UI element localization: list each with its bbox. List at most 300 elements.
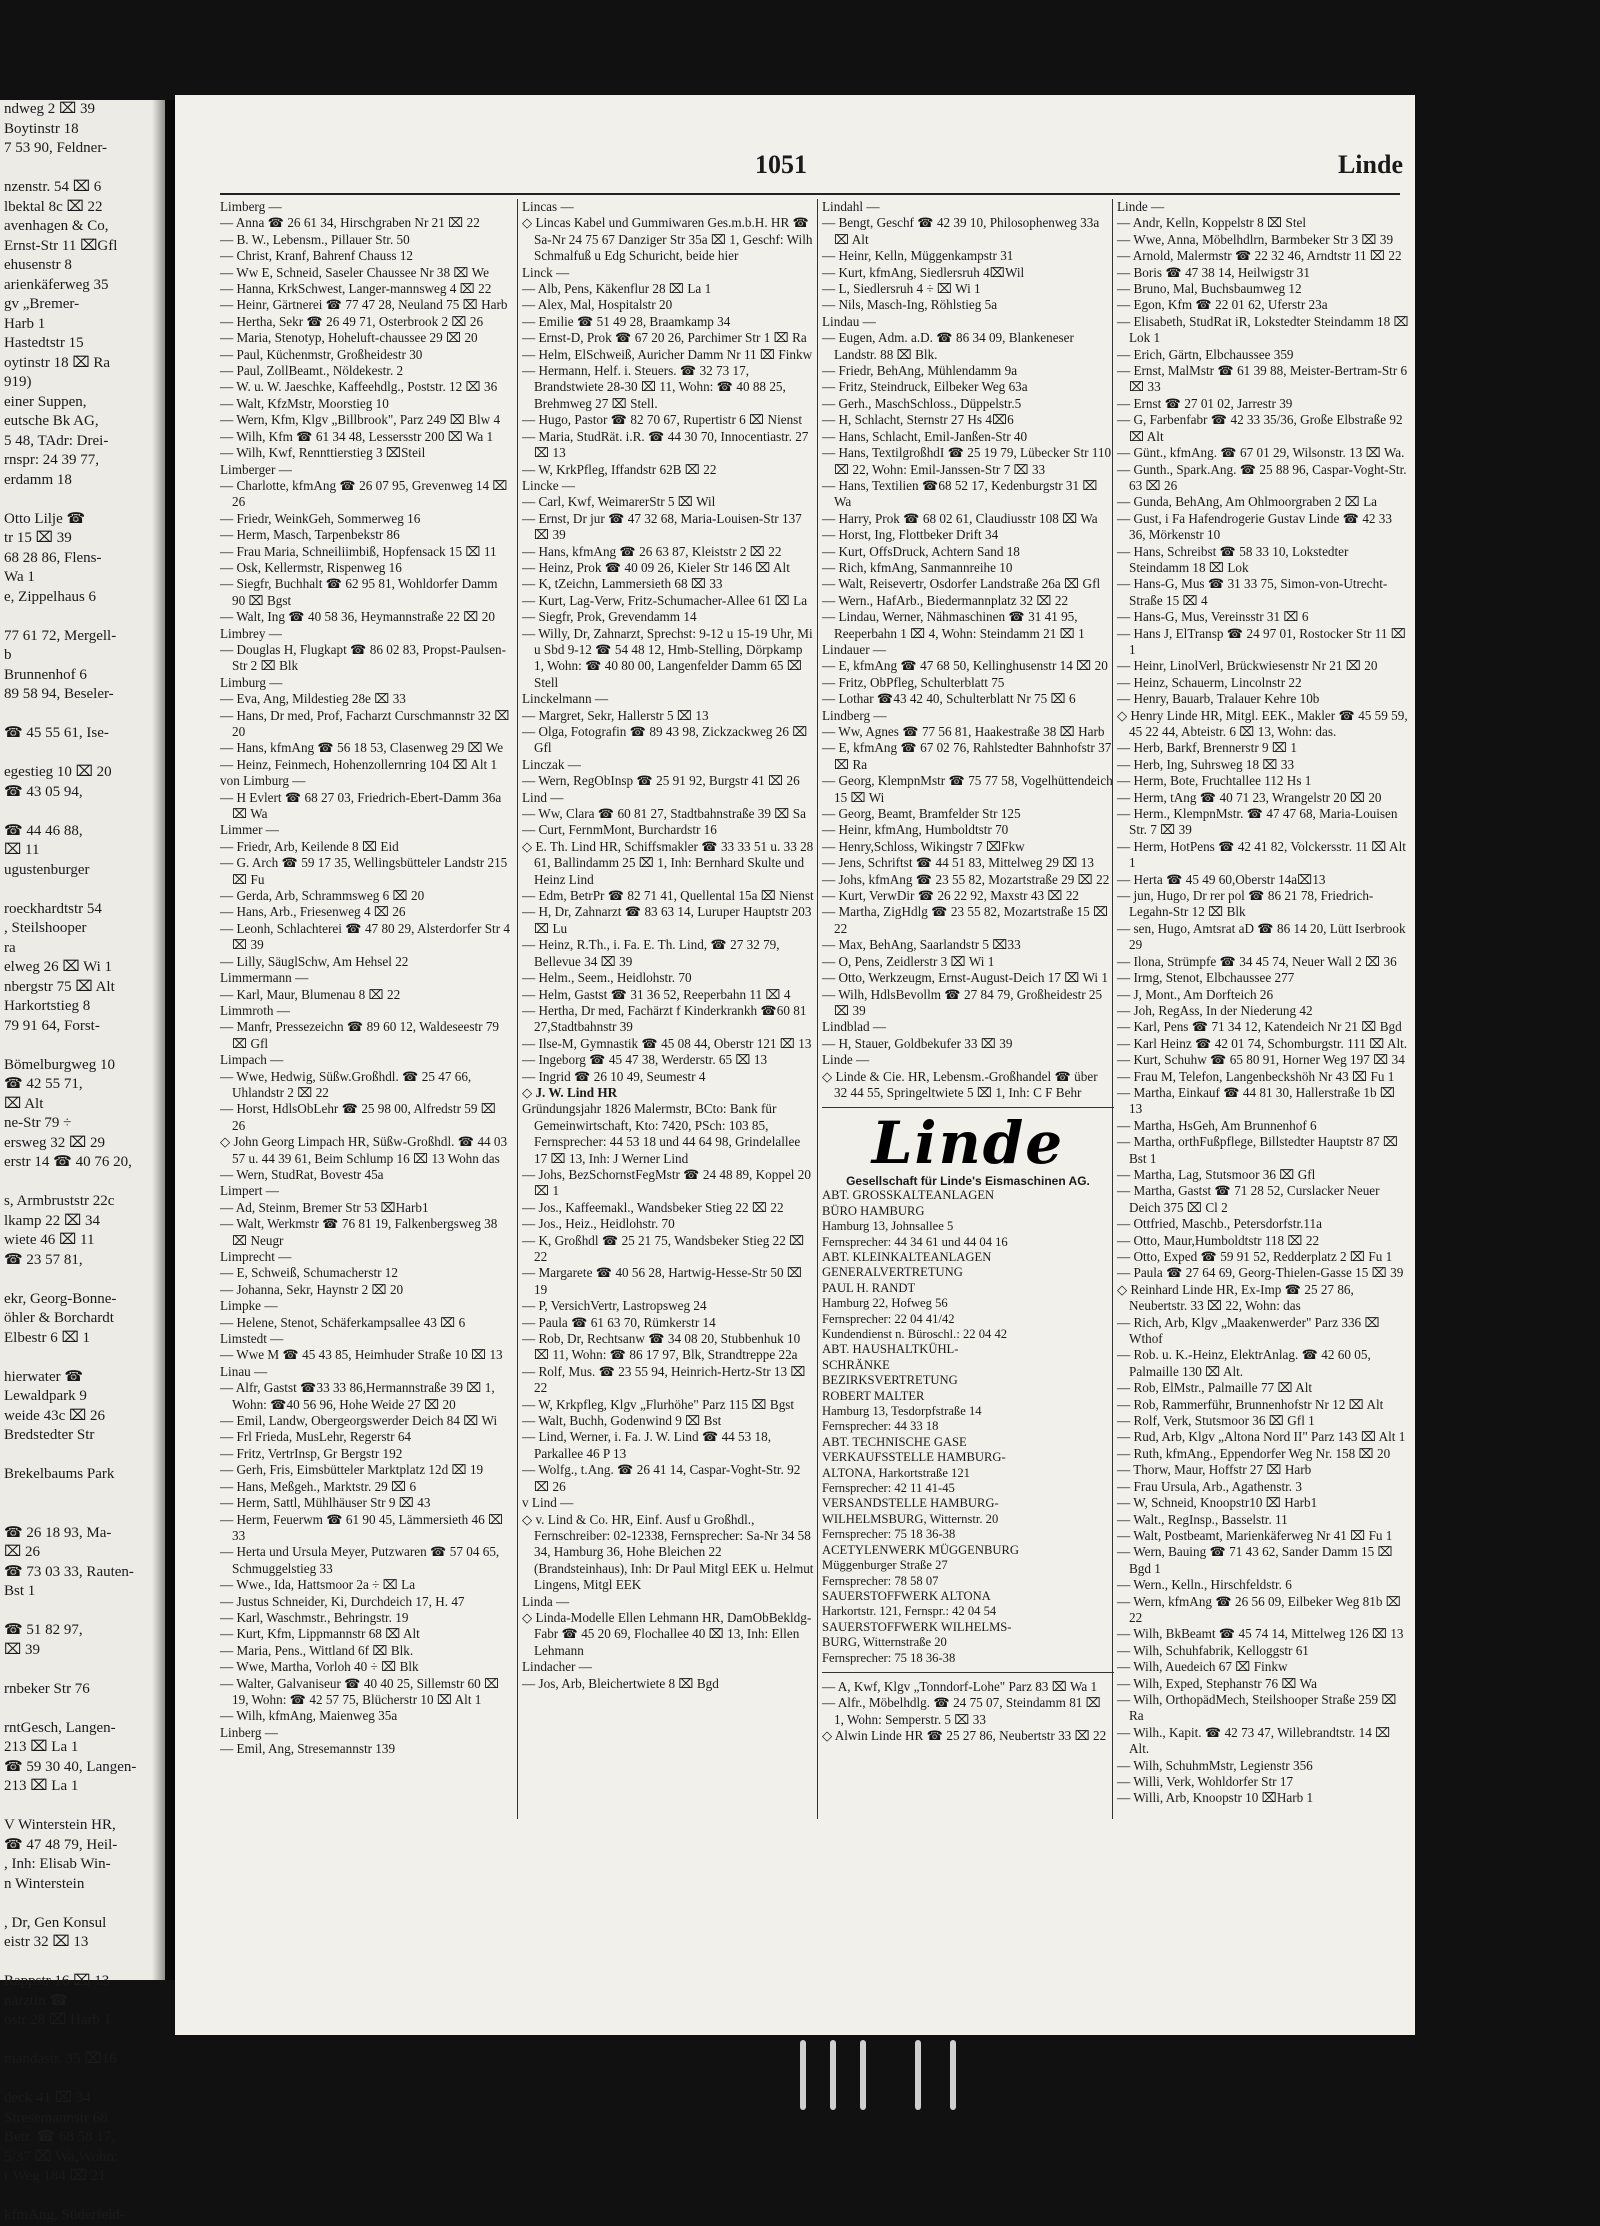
directory-entry: — Gunth., Spark.Ang. ☎ 25 88 96, Caspar-Voght-Str. 63 ⌧ 26 [1117,461,1407,493]
facing-page-line [0,1485,165,1505]
facing-page-line: ra [4,939,16,956]
directory-entry: — Ingrid ☎ 26 10 49, Seumestr 4 [522,1068,706,1084]
column-2 [517,199,814,1819]
facing-page-line: 7 53 90, Feldner- [4,140,108,156]
facing-page-line: wiete 46 ⌧ 11 [4,1232,95,1248]
directory-entry: ◇ John Georg Limpach HR, Süßw-Großhdl. ☎ 44 03 57 u. 44 39 61, Beim Schlump 16 ⌧ 13 Wohn das [220,1134,508,1166]
surname-heading: Lindau — [822,313,876,329]
directory-entry: ◇ Alwin Linde HR ☎ 25 27 86, Neubertstr 33 ⌧ 22 [822,1728,1107,1744]
directory-entry: — Douglas H, Flugkapt ☎ 86 02 83, Propst-Paulsen-Str 2 ⌧ Blk [220,641,507,674]
directory-entry: ◇ J. W. Lind HR [522,1084,618,1100]
facing-page-line [0,1036,165,1056]
directory-entry: — Alex, Mal, Hospitalstr 20 [522,297,673,313]
directory-entry: — Eugen, Adm. a.D. ☎ 86 34 09, Blankeneser Landstr. 88 ⌧ Blk. [822,330,1074,362]
facing-page-line: weide 43c ⌧ 26 [4,1407,106,1424]
directory-entry: — Emil, Ang, Stresemannstr 139 [220,1741,396,1757]
directory-entry: — Helm, Gastst ☎ 31 36 52, Reeperbahn 11 ⌧ 4 [522,986,791,1002]
facing-page-line: Elbestr 6 ⌧ 1 [4,1329,91,1346]
directory-entry: — Herm, Sattl, Mühlhäuser Str 9 ⌧ 43 [220,1495,431,1511]
surname-heading: Lindberg — [822,707,887,723]
directory-entry: — H, Dr, Zahnarzt ☎ 83 63 14, Luruper Hauptstr 203 ⌧ Lu [522,904,812,936]
directory-entry: — Arnold, Malermstr ☎ 22 32 46, Arndtstr 11 ⌧ 22 [1117,248,1402,264]
directory-entry: — Kurt, VerwDir ☎ 26 22 92, Maxstr 43 ⌧ 22 [822,888,1080,904]
directory-entry: — Hermann, Helf. i. Steuers. ☎ 32 73 17, Brandstwiete 28-30 ⌧ 11, Wohn: ☎ 40 88 25, Brehmweg 27 ⌧ Stell. [522,363,786,411]
directory-entry: — Joh, RegAss, In der Niederung 42 [1117,1002,1313,1018]
film-edge-marks [800,2040,1000,2120]
directory-entry: — Max, BehAng, Saarlandstr 5 ⌧33 [822,937,1021,953]
facing-page-line [0,2187,165,2207]
ad-line: Hamburg 13, Johnsallee 5 [822,1219,954,1234]
directory-entry: — Helm, ElSchweiß, Auricher Damm Nr 11 ⌧ Finkw [522,346,813,362]
column-3 [817,199,1114,1819]
facing-page-line: elweg 26 ⌧ Wi 1 [4,959,113,975]
directory-entry: — K, Großhdl ☎ 25 21 75, Wandsbeker Stieg 22 ⌧ 22 [522,1232,805,1264]
facing-page-line: Harkortstieg 8 [4,998,91,1014]
facing-page-line [0,1602,165,1622]
directory-entry: — E, kfmAng ☎ 67 02 76, Rahlstedter Bahnhofstr 37 ⌧ Ra [822,740,1112,772]
facing-page-line: ⌧ 11 [4,842,40,858]
surname-heading: Limberg — [220,199,282,214]
facing-page-line [0,1894,165,1914]
facing-page-line: Ernst-Str 11 ⌧Gfl [4,237,118,254]
ad-line: ABT. TECHNISCHE GASE [822,1434,967,1449]
directory-entry: — Willy, Dr, Zahnarzt, Sprechst: 9-12 u 15-19 Uhr, Mi u Sbd 9-12 ☎ 54 48 12, Hmb-Stelling, Dörpkamp 1, Wohn: ☎ 40 80 00, Langenfelder Damm 65 ⌧ Stell [522,625,813,690]
directory-entry: — Martha, HsGeh, Am Brunnenhof 6 [1117,1117,1317,1133]
directory-entry: — Justus Schneider, Ki, Durchdeich 17, H. 47 [220,1593,465,1609]
directory-entry: — Carl, Kwf, WeimarerStr 5 ⌧ Wil [522,494,716,510]
ad-line: Fernsprecher: 22 04 41/42 [822,1311,955,1326]
directory-entry: — Wern, Kfm, Klgv „Billbrook", Parz 249 ⌧ Blw 4 [220,412,501,428]
directory-entry: — Herta und Ursula Meyer, Putzwaren ☎ 57 04 65, Schmuggelstieg 33 [220,1544,500,1576]
directory-entry: — Wilh, SchuhmMstr, Legienstr 356 [1117,1757,1313,1773]
directory-entry: — sen, Hugo, Amtsrat aD ☎ 86 14 20, Lütt Iserbrook 29 [1117,920,1406,953]
surname-heading: Lind — [522,789,564,805]
directory-entry: — Martha, Lag, Stutsmoor 36 ⌧ Gfl [1117,1166,1316,1182]
facing-page-line [0,490,165,510]
linde-advertisement [822,1107,1114,1673]
facing-page-line: eutsche Bk AG, [4,413,99,429]
facing-page-line: Harb 1 [4,315,46,332]
surname-heading: Linberg — [220,1724,278,1740]
facing-page-line: ostr 28 ⌧ Harb 1 [4,2012,112,2028]
directory-entry: — Herm, tAng ☎ 40 71 23, Wrangelstr 20 ⌧ 20 [1117,789,1382,805]
directory-entry: — Johs, kfmAng ☎ 23 55 82, Mozartstraße 29 ⌧ 22 [822,871,1110,887]
directory-entry: — Martha, ZigHdlg ☎ 23 55 82, Mozartstraße 15 ⌧ 22 [822,904,1109,936]
directory-entry: — Alfr, Gastst ☎33 33 86,Hermannstraße 39 ⌧ 1, Wohn: ☎40 56 96, Hohe Weide 27 ⌧ 20 [220,1380,495,1412]
facing-page-line [0,1953,165,1973]
facing-page-line: 213 ⌧ La 1 [4,1739,79,1755]
directory-entry: — Hans J, ElTransp ☎ 24 97 01, Rostocker Str 11 ⌧ 1 [1117,625,1406,657]
directory-entry: — Fritz, VertrInsp, Gr Bergstr 192 [220,1445,403,1461]
directory-entry: — O, Pens, Zeidlerstr 3 ⌧ Wi 1 [822,953,995,969]
directory-entry: — Wwe, Martha, Vorloh 40 ÷ ⌧ Blk [220,1659,419,1675]
directory-entry: ◇ Linda-Modelle Ellen Lehmann HR, DamObBekldg-Fabr ☎ 45 20 69, Flochallee 40 ⌧ 13, Inh: Ellen Lehmann [522,1609,812,1658]
ad-line: SAUERSTOFFWERK WILHELMS- [822,1619,1012,1634]
directory-entry: — Gunda, BehAng, Am Ohlmoorgraben 2 ⌧ La [1117,494,1377,510]
surname-heading: Limprecht — [220,1249,292,1264]
facing-page-line: Wa 1 [4,569,35,585]
directory-entry: — Rich, Arb, Klgv „Maakenwerder" Parz 336 ⌧ Wthof [1117,1314,1380,1347]
directory-entry: — Heinr, LinolVerl, Brückwiesenstr Nr 21 ⌧ 20 [1117,658,1378,674]
directory-entry: — H, Schlacht, Sternstr 27 Hs 4⌧6 [822,412,1014,428]
directory-entry: — Paul, Küchenmstr, Großheidestr 30 [220,346,423,362]
ad-line: Müggenburger Straße 27 [822,1558,948,1573]
facing-page-line: 5/37 ⌧ Wa,Wohn: [4,2148,119,2165]
ad-line: ALTONA, Harkortstraße 121 [822,1465,970,1480]
ad-line: Fernsprecher: 44 34 61 und 44 04 16 [822,1234,1008,1249]
directory-entry: — Karl, Pens ☎ 71 34 12, Katendeich Nr 21 ⌧ Bgd [1117,1019,1402,1035]
directory-entry: — E, Schweiß, Schumacherstr 12 [220,1265,398,1281]
facing-page-line: Bömelburgweg 10 [4,1056,115,1073]
facing-page-line [0,744,165,764]
ad-line: BEZIRKSVERTRETUNG [822,1373,958,1388]
directory-entry: — Curt, FernmMont, Burchardstr 16 [522,822,717,838]
ad-line: WILHELMSBURG, Witternstr. 20 [822,1511,999,1526]
surname-heading: Linde — [822,1052,870,1068]
directory-entry: — W, Krkpfleg, Klgv „Flurhöhe" Parz 115 ⌧ Bgst [522,1396,795,1412]
directory-entry: — Eva, Ang, Mildestieg 28e ⌧ 33 [220,691,406,707]
directory-entry: — Herb, Barkf, Brennerstr 9 ⌧ 1 [1117,740,1297,756]
directory-entry: — Olga, Fotografin ☎ 89 43 98, Zickzackweg 26 ⌧ Gfl [522,724,808,756]
linde-logo: Linde [871,1109,1065,1178]
directory-entry: — Harry, Prok ☎ 68 02 61, Claudiusstr 108 ⌧ Wa [822,510,1098,526]
surname-heading: Lindblad — [822,1019,887,1035]
directory-entry: — Rob, Rammerführ, Brunnenhofstr Nr 12 ⌧ Alt [1117,1396,1384,1412]
directory-entry: — Wwe, Hedwig, Süßw.Großhdl. ☎ 25 47 66, Uhlandstr 2 ⌧ 22 [220,1068,472,1100]
facing-page-line: r Weg 184 ⌧ 21 [4,2168,106,2184]
directory-entry: — Georg, KlempnMstr ☎ 75 77 58, Vogelhüttendeich 15 ⌧ Wi [822,773,1113,805]
directory-entry: — Hertha, Sekr ☎ 26 49 71, Osterbrook 2 ⌧ 26 [220,313,484,329]
directory-entry: — Egon, Kfm ☎ 22 01 62, Uferstr 23a [1117,297,1328,313]
facing-page-line: rnbeker Str 76 [4,1680,90,1697]
surname-heading: Limburg — [220,674,283,690]
directory-page [175,95,1415,2035]
directory-entry: — Günt., kfmAng. ☎ 67 01 29, Wilsonstr. 13 ⌧ Wa. [1117,445,1405,461]
directory-entry: — Bengt, Geschf ☎ 42 39 10, Philosophenweg 33a ⌧ Alt [822,215,1100,247]
directory-entry: ◇ E. Th. Lind HR, Schiffsmakler ☎ 33 33 51 u. 33 28 61, Ballindamm 25 ⌧ 1, Inh: Bernhard Skulte und Heinz Lind [522,838,814,887]
directory-entry: — Wern, kfmAng ☎ 26 56 09, Eilbeker Weg 81b ⌧ 22 [1117,1593,1401,1625]
facing-page-line: 68 28 86, Flens- [4,549,102,566]
directory-entry: — Hans, Meßgeh., Marktstr. 29 ⌧ 6 [220,1478,417,1494]
directory-entry: — W. u. W. Jaeschke, Kaffeehdlg., Poststr. 12 ⌧ 36 [220,379,498,395]
facing-page-line: nzenstr. 54 ⌧ 6 [4,179,102,195]
directory-entry: — Paula ☎ 27 64 69, Georg-Thielen-Gasse 15 ⌧ 39 [1117,1265,1404,1281]
directory-entry: — Nils, Masch-Ing, Röhlstieg 5a [822,297,998,313]
facing-page-line: nbergstr 75 ⌧ Alt [4,978,115,995]
surname-heading: Linck — [522,264,570,280]
directory-entry: — E, kfmAng ☎ 47 68 50, Kellinghusenstr 14 ⌧ 20 [822,658,1108,674]
facing-page-line [0,1660,165,1680]
facing-page-line [0,1173,165,1193]
directory-entry: — G. Arch ☎ 59 17 35, Wellingsbütteler Landstr 215 ⌧ Fu [220,855,508,887]
directory-entry: — Otto, Maur,Humboldtstr 118 ⌧ 22 [1117,1232,1320,1248]
directory-entry: — Heinz, R.Th., i. Fa. E. Th. Lind, ☎ 27 32 79, Bellevue 34 ⌧ 39 [522,937,780,969]
directory-entry: — Bruno, Mal, Buchsbaumweg 12 [1117,281,1302,297]
directory-entry: — B. W., Lebensm., Pillauer Str. 50 [220,231,410,247]
directory-entry: — Ernst-D, Prok ☎ 67 20 26, Parchimer Str 1 ⌧ Ra [522,330,807,346]
directory-entry: — Heinr, kfmAng, Humboldtstr 70 [822,822,1009,838]
directory-entry: ◇ Lincas Kabel und Gummiwaren Ges.m.b.H. HR ☎ Sa-Nr 24 75 67 Danziger Str 35a ⌧ 1, Geschf: Wilh Schmalfuß u Edg Schuricht, beide hier [522,215,813,264]
facing-page-line: ☎ 23 57 81, [4,1251,83,1268]
surname-heading: Limpke — [220,1298,278,1314]
directory-entry: — Jos., Kaffeemakl., Wandsbeker Stieg 22 ⌧ 22 [522,1199,784,1215]
directory-entry: — Rud, Arb, Klgv „Altona Nord II" Parz 143 ⌧ Alt 1 [1117,1429,1406,1445]
ad-line: ABT. HAUSHALTKÜHL- [822,1342,959,1357]
directory-entry: — Karl, Maur, Blumenau 8 ⌧ 22 [220,986,401,1002]
directory-entry: ◇ Reinhard Linde HR, Ex-Imp ☎ 25 27 86, Neubertstr. 33 ⌧ 22, Wohn: das [1117,1281,1354,1314]
facing-page-line: ersweg 32 ⌧ 29 [4,1134,106,1151]
page-number: 1051 [755,150,807,179]
directory-entry: ◇ v. Lind & Co. HR, Einf. Ausf u Großhdl., Fernschreiber: 02-12338, Fernsprecher: Sa-Nr 34 58 34, Hamburg 36, Hohe Bleichen 22 (Brandsteinhaus), Inh: Dr Paul Mitgl EEK u. Helmut Lingens, Mitgl EEK [522,1511,814,1593]
facing-page-line: Brunnenhof 6 [4,666,87,683]
directory-entry: — Gust, i Fa Hafendrogerie Gustav Linde ☎ 42 33 36, Mörkenstr 10 [1117,510,1392,543]
directory-entry: — Rob, Dr, Rechtsanw ☎ 34 08 20, Stubbenhuk 10 ⌧ 11, Wohn: ☎ 86 17 97, Blk, Strandtreppe 22a [522,1331,801,1363]
facing-page-line: tr 15 ⌧ 39 [4,530,72,546]
directory-entry: — Christ, Kranf, Bahrenf Chauss 12 [220,248,414,264]
facing-page-line [0,159,165,179]
directory-entry: — Friedr, WeinkGeh, Sommerweg 16 [220,510,421,526]
directory-entry: — L, Siedlersruh 4 ÷ ⌧ Wi 1 [822,281,981,297]
facing-page-line [0,607,165,627]
directory-entry: — Karl Heinz ☎ 42 01 74, Schomburgstr. 111 ⌧ Alt. [1117,1035,1408,1051]
facing-page-line: arienkäferweg 35 [4,276,109,293]
directory-entry: — Johs, BezSchornstFegMstr ☎ 24 48 89, Koppel 20 ⌧ 1 [522,1166,811,1199]
facing-page-line: Hastedtstr 15 [4,335,84,351]
page-header [175,150,1415,190]
facing-page-line [0,2031,165,2051]
directory-entry: — Wilh, BkBeamt ☎ 45 74 14, Mittelweg 126 ⌧ 13 [1117,1626,1404,1642]
directory-entry: — Wilh, Schuhfabrik, Kelloggstr 61 [1117,1642,1309,1658]
directory-entry: — Gerda, Arb, Schrammsweg 6 ⌧ 20 [220,888,425,904]
facing-page-line: Boytinstr 18 [4,120,79,137]
directory-entry: — Wilh, Kwf, Rennttierstieg 3 ⌧Steil [220,445,426,461]
directory-entry: — H, Stauer, Goldbekufer 33 ⌧ 39 [822,1035,1013,1051]
directory-entry: — Kurt, kfmAng, Siedlersruh 4⌧Wil [822,264,1025,280]
facing-page-line [0,1446,165,1466]
facing-page-line: närztin ☎ [4,1992,69,2009]
directory-entry: — Heinz, Schauerm, Lincolnstr 22 [1117,674,1302,690]
directory-entry: — Willi, Arb, Knoopstr 10 ⌧Harb 1 [1117,1790,1314,1806]
directory-entry: — Heinz, Feinmech, Hohenzollernring 104 ⌧ Alt 1 [220,756,498,772]
directory-entry: — Hans, Schlacht, Emil-Janßen-Str 40 [822,428,1028,444]
facing-page-line: oytinstr 18 ⌧ Ra [4,354,111,371]
directory-entry: — G, Farbenfabr ☎ 42 33 35/36, Große Elbstraße 92 ⌧ Alt [1117,412,1403,444]
facing-page-line: , Steilshooper [4,920,87,936]
surname-heading: Limpert — [220,1183,279,1199]
directory-entry: — Henry, Bauarb, Tralauer Kehre 10b [1117,691,1320,707]
ad-line: SCHRÄNKE [822,1357,890,1372]
directory-entry: — Wern, StudRat, Bovestr 45a [220,1166,384,1182]
facing-page-line: Bst 1 [4,1583,36,1599]
facing-page-line: , Inh: Elisab Win- [4,1856,111,1872]
facing-page-line: 79 91 64, Forst- [4,1017,100,1034]
facing-page-line: kfmAng, Süderfeld- [4,2207,125,2223]
directory-entry: — Siegfr, Buchhalt ☎ 62 95 81, Wohldorfer Damm 90 ⌧ Bgst [220,576,498,608]
directory-entry: — Hans, TextilgroßhdI ☎ 25 19 79, Lübecker Str 110 ⌧ 22, Wohn: Emil-Janssen-Str 7 ⌧ 33 [822,445,1112,477]
directory-entry: — Horst, HdlsObLehr ☎ 25 98 00, Alfredstr 59 ⌧ 26 [220,1101,496,1133]
directory-entry: — Horst, Ing, Flottbeker Drift 34 [822,527,999,543]
directory-entry: — Manfr, Pressezeichn ☎ 89 60 12, Waldeseestr 79 ⌧ Gfl [220,1019,500,1051]
facing-page-line: avenhagen & Co, [4,218,109,234]
directory-entry: — Hans-G, Mus, Vereinsstr 31 ⌧ 6 [1117,609,1309,625]
directory-entry: — Walt, Buchh, Godenwind 9 ⌧ Bst [522,1413,722,1429]
directory-entry: — Friedr, BehAng, Mühlendamm 9a [822,363,1018,379]
facing-page-line: ne-Str 79 ÷ [4,1115,72,1131]
facing-page-line: e, Zippelhaus 6 [4,588,97,605]
directory-entry: ◇ Linde & Cie. HR, Lebensm.-Großhandel ☎ über 32 44 55, Springeltwiete 5 ⌧ 1, Inh: C F Behr [822,1068,1098,1100]
ad-line: VERSANDSTELLE HAMBURG- [822,1496,999,1511]
facing-page-line [0,880,165,900]
running-head: Linde [1337,150,1403,179]
surname-heading: Linckelmann — [522,691,609,707]
ad-line: Kundendienst n. Büroschl.: 22 04 42 [822,1327,1008,1341]
directory-entry: Gründungsjahr 1826 Malermstr, BCto: Bank für Gemeinwirtschaft, Kto: 7420, PSch: 103 85, Fernsprecher: 44 53 18 und 44 64 98, Grindelallee 17 ⌧ 13, Inh: J Werner Lind [522,1101,801,1166]
facing-page-line: rnspr: 24 39 77, [4,452,99,468]
column-4 [1112,199,1409,1819]
facing-page-line [0,1699,165,1719]
facing-page-line: egestieg 10 ⌧ 20 [4,764,112,780]
ad-line: Fernsprecher: 42 11 41-45 [822,1481,955,1496]
directory-entry: — Wilh, Auedeich 67 ⌧ Finkw [1117,1659,1288,1675]
surname-heading: Lindacher — [522,1659,592,1675]
directory-entry: — Heinr, Gärtnerei ☎ 77 47 28, Neuland 75 ⌧ Harb [220,297,508,313]
facing-page-line: ☎ 59 30 40, Langen- [4,1758,137,1775]
facing-page-line: roeckhardtstr 54 [4,900,102,917]
directory-entry: — Hertha, Dr med, Fachärzt f Kinderkrankh ☎60 81 27,Stadtbahnstr 39 [522,1002,807,1035]
surname-heading: Lincke — [522,477,576,493]
facing-page-line [0,1797,165,1817]
directory-entry: — Maria, Stenotyp, Hoheluft-chaussee 29 ⌧ 20 [220,330,478,346]
facing-page-line: V Winterstein HR, [4,1817,116,1833]
facing-page-line: erdamm 18 [4,471,72,488]
directory-entry: — Alb, Pens, Käkenflur 28 ⌧ La 1 [522,281,712,297]
facing-page-line: ⌧ Alt [4,1095,44,1112]
header-rule [220,193,1400,195]
directory-entry: — W, Schneid, Knoopstr10 ⌧ Harb1 [1117,1495,1318,1511]
facing-page-line: s, Armbruststr 22c [4,1193,115,1209]
directory-entry: — Rolf, Mus. ☎ 23 55 94, Heinrich-Hertz-Str 13 ⌧ 22 [522,1363,806,1396]
directory-entry: — Anna ☎ 26 61 34, Hirschgraben Nr 21 ⌧ 22 [220,215,480,231]
directory-entry: — P, VersichVertr, Lastropsweg 24 [522,1298,707,1314]
directory-entry: — Ernst ☎ 27 01 02, Jarrestr 39 [1117,395,1293,411]
directory-entry: — Boris ☎ 47 38 14, Heilwigstr 31 [1117,264,1310,280]
directory-entry: — Wern, Bauing ☎ 71 43 62, Sander Damm 15 ⌧ Bgd 1 [1117,1544,1393,1576]
directory-entry: — Jos., Heiz., Heidlohstr. 70 [522,1216,675,1232]
directory-entry: — Herm, Bote, Fruchtallee 112 Hs 1 [1117,773,1312,789]
facing-page-line: b [4,647,12,663]
directory-entry: — Kurt, Schuhw ☎ 65 80 91, Horner Weg 197 ⌧ 34 [1117,1052,1405,1068]
facing-page-line: ☎ 44 46 88, [4,822,83,839]
directory-entry: — Elisabeth, StudRat iR, Lokstedter Steindamm 18 ⌧ Lok 1 [1117,313,1409,346]
directory-entry: — Wwe., Ida, Hattsmoor 2a ÷ ⌧ La [220,1577,416,1593]
facing-page-line: 919) [4,374,32,390]
facing-page-line: Betr. ☎ 68 58 17, [4,2129,116,2145]
facing-page-line: Otto Lilje ☎ [4,510,86,527]
directory-entry: — Helene, Stenot, Schäferkampsallee 43 ⌧ 6 [220,1314,466,1330]
directory-entry: — Paul, ZollBeamt., Nöldekestr. 2 [220,363,404,379]
directory-entry: — Ad, Steinm, Bremer Str 53 ⌧Harb1 [220,1199,429,1215]
facing-page-line [0,705,165,725]
facing-page-line: 213 ⌧ La 1 [4,1778,79,1794]
directory-entry: — Charlotte, kfmAng ☎ 26 07 95, Grevenweg 14 ⌧ 26 [220,477,508,510]
directory-entry: — Herm, Feuerwm ☎ 61 90 45, Lämmersieth 46 ⌧ 33 [220,1511,504,1543]
surname-heading: Limmroth — [220,1002,290,1018]
facing-page-line [0,802,165,822]
directory-entry: — Helm., Seem., Heidlohstr. 70 [522,970,692,986]
directory-entry: — K, tZeichn, Lammersieth 68 ⌧ 33 [522,576,723,592]
facing-page-line: 77 61 72, Mergell- [4,627,117,644]
directory-entry: — Wilh, Kfm ☎ 61 34 48, Lessersstr 200 ⌧ Wa 1 [220,428,494,444]
directory-entry: — Gerh., MaschSchloss., Düppelstr.5 [822,395,1022,411]
facing-page-line: gv „Bremer- [4,296,80,312]
facing-page-line: ☎ 51 82 97, [4,1622,83,1638]
directory-entry: — Ww, Clara ☎ 60 81 27, Stadtbahnstraße 39 ⌧ Sa [522,806,806,822]
directory-entry: — Martha, Gastst ☎ 71 28 52, Curslacker Neuer Deich 375 ⌧ Cl 2 [1117,1183,1380,1215]
directory-entry: — Ingeborg ☎ 45 47 38, Werderstr. 65 ⌧ 13 [522,1052,768,1068]
directory-entry: — Hans, kfmAng ☎ 26 63 87, Kleiststr 2 ⌧ 22 [522,543,782,559]
directory-entry: — Herm, Masch, Tarpenbekstr 86 [220,527,400,543]
facing-page-line: erstr 14 ☎ 40 76 20, [4,1154,132,1170]
directory-entry: — Henry,Schloss, Wikingstr 7 ⌧Fkw [822,838,1025,854]
directory-entry: — J, Mont., Am Dorfteich 26 [1117,986,1274,1002]
directory-entry: — Kurt, Lag-Verw, Fritz-Schumacher-Allee 61 ⌧ La [522,592,808,608]
directory-entry: — Rob. u. K.-Heinz, ElektrAnlag. ☎ 42 60 05, Palmaille 130 ⌧ Alt. [1117,1347,1371,1379]
directory-entry: — Ilona, Strümpfe ☎ 34 45 74, Neuer Wall 2 ⌧ 36 [1117,953,1397,969]
facing-page-line: Rappstr 16 ⌧ 13 [4,1973,110,1989]
directory-entry: — Lind, Werner, i. Fa. J. W. Lind ☎ 44 53 18, Parkallee 46 P 13 [522,1429,772,1461]
directory-entry: — Emil, Landw, Obergeorgswerder Deich 84 ⌧ Wi [220,1413,498,1429]
directory-entry: — Wilh, OrthopädMech, Steilshooper Straße 259 ⌧ Ra [1117,1691,1397,1724]
directory-entry: — Wwe, Anna, Möbelhdlrn, Barmbeker Str 3 ⌧ 39 [1117,231,1394,247]
directory-entry: — Siegfr, Prok, Grevendamm 14 [522,609,697,625]
ad-line: ABT. KLEINKALTEANLAGEN [822,1249,992,1264]
directory-entry: — Alfr., Möbelhdlg. ☎ 24 75 07, Steindamm 81 ⌧ 1, Wohn: Semperstr. 5 ⌧ 33 [822,1695,1101,1727]
directory-entry: — Walt, Werkmstr ☎ 76 81 19, Falkenbergsweg 38 ⌧ Neugr [220,1216,498,1248]
column-1 [220,199,512,1819]
directory-entry: — Herm., KlempnMstr. ☎ 47 47 68, Maria-Louisen Str. 7 ⌧ 39 [1117,806,1398,838]
facing-page-line [0,2070,165,2090]
directory-entry: — Herb, Ing, Suhrsweg 18 ⌧ 33 [1117,756,1295,772]
facing-page-line: einer Suppen, [4,393,87,410]
ad-line: ABT. GROSSKALTEANLAGEN [822,1188,995,1203]
surname-heading: Limmer — [220,822,279,838]
directory-entry: — Irmg, Stenot, Elbchaussee 277 [1117,970,1295,986]
surname-heading: Limpach — [220,1052,284,1068]
directory-entry: — Wern, RegObInsp ☎ 25 91 92, Burgstr 41 ⌧ 26 [522,773,800,789]
directory-entry: ◇ Henry Linde HR, Mitgl. EEK., Makler ☎ 45 59 59, 45 22 44, Abteistr. 6 ⌧ 13, Wohn: das. [1117,707,1408,739]
facing-page-line: ekr, Georg-Bonne- [4,1290,117,1307]
directory-entry: — Fritz, ObPfleg, Schulterblatt 75 [822,674,1005,690]
directory-entry: — Otto, Werkzeugm, Ernst-August-Deich 17 ⌧ Wi 1 [822,970,1108,986]
facing-page-line: n Winterstein [4,1875,85,1892]
directory-entry: — Johanna, Sekr, Haynstr 2 ⌧ 20 [220,1281,404,1297]
surname-heading: Linde — [1117,199,1165,214]
directory-entry: — Frau Ursula, Arb., Agathenstr. 3 [1117,1478,1302,1494]
directory-entry: — Georg, Beamt, Bramfelder Str 125 [822,806,1021,822]
ad-line: Fernsprecher: 44 33 18 [822,1419,939,1434]
directory-entry: — W, KrkPfleg, Iffandstr 62B ⌧ 22 [522,461,717,477]
directory-entry: — Heinr, Kelln, Müggenkampstr 31 [822,248,1014,264]
facing-page-line: Brekelbaums Park [4,1466,115,1482]
directory-entry: — Otto, Exped ☎ 59 91 52, Redderplatz 2 ⌧ Fu 1 [1117,1249,1393,1264]
directory-entry: — jun, Hugo, Dr rer pol ☎ 86 21 78, Friedrich-Legahn-Str 12 ⌧ Blk [1117,888,1374,920]
surname-heading: Linau — [220,1363,268,1379]
directory-entry: — Martha, Einkauf ☎ 44 81 30, Hallerstraße 1b ⌧ 13 [1117,1084,1396,1117]
directory-entry: — Ottfried, Maschb., Petersdorfstr.11a [1117,1216,1322,1232]
facing-page-line: eistr 32 ⌧ 13 [4,1934,89,1950]
directory-entry: — Heinz, Prok ☎ 40 09 26, Kieler Str 146 ⌧ Alt [522,559,790,575]
ad-line: GENERALVERTRETUNG [822,1265,963,1280]
